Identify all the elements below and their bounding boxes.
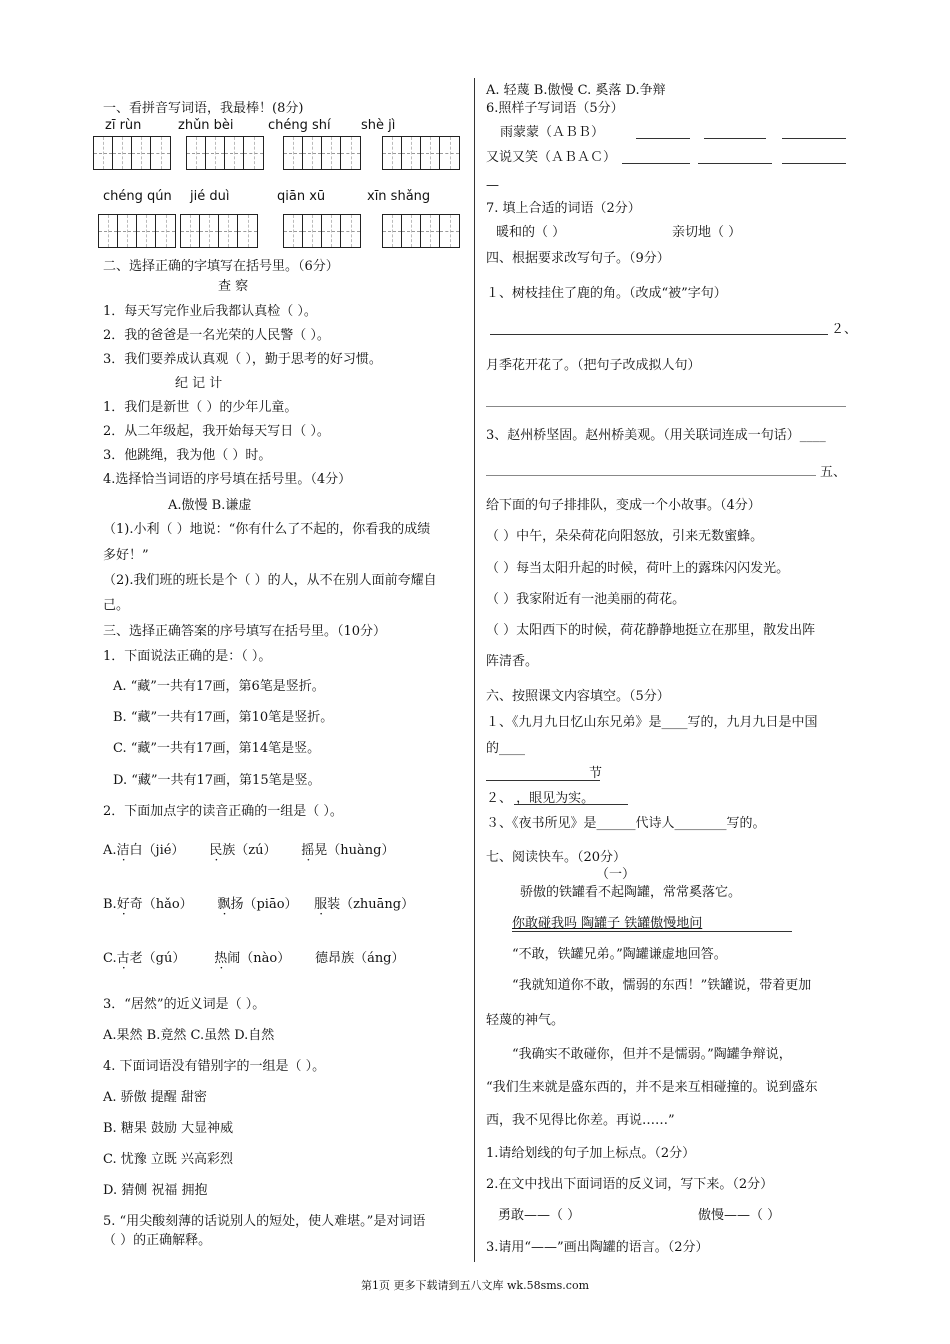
s3-question: 5. “用尖酸刻薄的话说别人的短处，使人难堪。”是对词语: [103, 1214, 426, 1229]
r6-dash: —: [486, 178, 499, 193]
section2-title: 二、选择正确的字填写在括号里。（6分）: [103, 259, 339, 274]
s6-question: １、《九月九日忆山东兄弟》是____写的，九月九日是中国: [486, 715, 818, 730]
s5-sentence: （ ）每当太阳升起的时候，荷叶上的露珠闪闪发光。: [486, 561, 790, 576]
s7-antonym-b: 傲慢——（ ）: [698, 1208, 781, 1223]
answer-line[interactable]: [698, 163, 772, 164]
section7-title: 七、阅读快车。（20分）: [486, 850, 627, 865]
answer-line[interactable]: [486, 780, 600, 781]
s4-question: 月季花开花了。（把句子改成拟人句）: [486, 358, 701, 373]
s3-option: A. 骄傲 提醒 甜密: [103, 1090, 207, 1105]
answer-line[interactable]: [486, 406, 846, 407]
r6-title: 6.照样子写词语（5分）: [486, 101, 624, 116]
s2-word-choice-title: 4.选择恰当词语的序号填在括号里。（4分）: [103, 472, 352, 487]
s5-sentence: （ ）中午，朵朵荷花向阳怒放，引来无数蜜蜂。: [486, 529, 764, 544]
section3-title: 三、选择正确答案的序号填写在括号里。（10分）: [103, 624, 387, 639]
s4-question: 3、赵州桥坚固。赵州桥美观。（用关联词连成一句话）____: [486, 428, 826, 443]
char-grid-6[interactable]: [180, 214, 258, 248]
r-options: A. 轻蔑 B.傲慢 C. 奚落 D.争辩: [486, 83, 666, 98]
pinyin-3: chéng shí: [268, 118, 331, 133]
s3-question: 3．“居然”的近义词是（ ）。: [103, 997, 266, 1012]
s7-paragraph: 骄傲的铁罐看不起陶罐，常常奚落它。: [520, 885, 742, 900]
s2-question: 1．我们是新世（ ）的少年儿童。: [103, 400, 298, 415]
s3-option: D. 猜侧 祝福 拥抱: [103, 1183, 208, 1198]
s2-sentence: 己。: [103, 598, 130, 613]
s6-question: ３、《夜书所见》是______代诗人________写的。: [486, 816, 766, 831]
pinyin-5: chéng qún: [103, 189, 172, 204]
r6-example-a: 雨蒙蒙（ＡＢＢ）: [500, 125, 605, 140]
s7-question: 2.在文中找出下面词语的反义词，写下来。（2分）: [486, 1177, 774, 1192]
s7-paragraph: 西，我不见得比你差。再说……”: [486, 1113, 675, 1128]
s7-paragraph: “我就知道你不敢，懦弱的东西！”铁罐说，带着更加: [512, 978, 812, 993]
s7-antonym-a: 勇敢——（ ）: [498, 1208, 581, 1223]
pinyin-2: zhǔn bèi: [178, 118, 234, 133]
char-grid-3[interactable]: [283, 136, 361, 170]
s7-paragraph: “我们生来就是盛东西的，并不是来互相碰撞的。说到盛东: [486, 1080, 818, 1095]
section6-title: 六、按照课文内容填空。（5分）: [486, 689, 670, 704]
answer-line[interactable]: [782, 138, 846, 139]
char-choice-1: 查 察: [218, 279, 249, 294]
char-grid-2[interactable]: [186, 136, 264, 170]
s7-paragraph: 轻蔑的神气。: [486, 1013, 565, 1028]
r7-title: 7. 填上合适的词语（2分）: [486, 201, 641, 216]
pinyin-6: jié duì: [190, 189, 230, 204]
section4-title: 四、根据要求改写句子。（9分）: [486, 251, 670, 266]
r6-example-b: 又说又笑（ＡＢＡＣ）: [486, 150, 617, 165]
pinyin-4: shè jì: [361, 118, 396, 133]
s3-reading-option-c: C.古老（gú） 热闹（nào） 德昂族（áng）: [103, 951, 405, 966]
answer-line[interactable]: [514, 804, 628, 805]
s7-paragraph: “不敢，铁罐兄弟。”陶罐谦虚地回答。: [512, 947, 727, 962]
s5-num: 五、: [820, 465, 847, 480]
s2-question: 3．他跳绳，我为他（ ）时。: [103, 448, 272, 463]
answer-line[interactable]: [490, 334, 828, 335]
s3-option: A. “藏”一共有17画，第6笔是竖折。: [113, 679, 325, 694]
s6-question: ２、 ，眼见为实。: [486, 791, 595, 806]
s7-underlined-sentence: 你敢碰我吗 陶罐子 铁罐傲慢地问: [512, 916, 703, 931]
pinyin-1: zī rùn: [105, 118, 142, 133]
s5-sentence: （ ）我家附近有一池美丽的荷花。: [486, 592, 686, 607]
char-grid-4[interactable]: [382, 136, 460, 170]
s5-sentence: 阵清香。: [486, 654, 539, 669]
s3-reading-option-a: A.洁白（jié） 民族（zú） 摇晃（huàng）: [103, 843, 395, 858]
s3-options-inline: A.果然 B.竟然 C.虽然 D.自然: [103, 1028, 275, 1043]
s6-question: 节: [589, 766, 603, 781]
char-grid-1[interactable]: [93, 136, 171, 170]
pinyin-7: qiān xū: [277, 189, 326, 204]
s7-question: 3.请用“——”画出陶罐的语言。（2分）: [486, 1240, 709, 1255]
s2-question: 3．我们要养成认真观（ ），勤于思考的好习惯。: [103, 352, 382, 367]
page-footer: 第1页 更多下载请到五八文库 wk.58sms.com: [361, 1279, 589, 1292]
answer-line[interactable]: [486, 475, 816, 476]
s2-question: 2．我的爸爸是一名光荣的人民警（ ）。: [103, 328, 330, 343]
s3-question: 1．下面说法正确的是：（ ）。: [103, 649, 272, 664]
s3-question: 4. 下面词语没有错别字的一组是（ ）。: [103, 1059, 326, 1074]
s7-question: 1.请给划线的句子加上标点。（2分）: [486, 1146, 696, 1161]
answer-line[interactable]: [636, 138, 690, 139]
s2-sentence: （2).我们班的班长是个（ ）的人，从不在别人面前夸耀自: [103, 573, 437, 588]
pinyin-8: xīn shǎng: [367, 189, 431, 204]
r7-item-b: 亲切地（ ）: [672, 225, 742, 240]
r7-item-a: 暖和的（ ）: [496, 225, 566, 240]
answer-line[interactable]: [704, 138, 766, 139]
s3-option: B. 糖果 鼓励 大显神威: [103, 1121, 234, 1136]
s5-sentence: （ ）太阳西下的时候，荷花静静地挺立在那里，散发出阵: [486, 623, 816, 638]
s4-num: ２、: [831, 322, 858, 337]
char-grid-7[interactable]: [283, 214, 361, 248]
s3-question: 2．下面加点字的读音正确的一组是（ ）。: [103, 804, 343, 819]
s7-paragraph: “我确实不敢碰你，但并不是懦弱。”陶罐争辩说，: [512, 1047, 792, 1062]
s4-question: １、树枝挂住了鹿的角。（改成“被”字句）: [486, 286, 727, 301]
s6-question: 的____: [486, 741, 526, 756]
s3-option: B. “藏”一共有17画，第10笔是竖折。: [113, 710, 334, 725]
answer-line[interactable]: [782, 163, 846, 164]
s2-question: 2．从二年级起，我开始每天写日（ ）。: [103, 424, 330, 439]
s3-question: （ ）的正确解释。: [103, 1233, 212, 1248]
s3-option: D. “藏”一共有17画，第15笔是竖。: [113, 773, 321, 788]
section5-title: 给下面的句子排排队，变成一个小故事。（4分）: [486, 498, 761, 513]
char-grid-5[interactable]: [98, 214, 176, 248]
answer-line[interactable]: [622, 163, 690, 164]
char-choice-2: 纪 记 计: [175, 376, 223, 391]
column-divider: [474, 78, 475, 1262]
s2-question: 1．每天写完作业后我都认真检（ ）。: [103, 304, 317, 319]
s3-reading-option-b: B.好奇（hǎo） 飘扬（piāo） 服装（zhuāng）: [103, 897, 415, 912]
s3-option: C. “藏”一共有17画，第14笔是竖。: [113, 741, 321, 756]
s2-sentence: 多好！”: [103, 548, 149, 563]
s2-word-options: A.傲慢 B.谦虚: [168, 498, 252, 513]
s2-sentence: （1).小利（ ）地说：“你有什么了不起的，你看我的成绩: [103, 522, 431, 537]
s7-subtitle: （一）: [596, 867, 636, 882]
s3-option: C. 忧豫 立既 兴高彩烈: [103, 1152, 234, 1167]
char-grid-8[interactable]: [382, 214, 460, 248]
underline: [512, 931, 792, 932]
section1-title: 一、看拼音写词语，我最棒！(8分): [103, 101, 304, 116]
